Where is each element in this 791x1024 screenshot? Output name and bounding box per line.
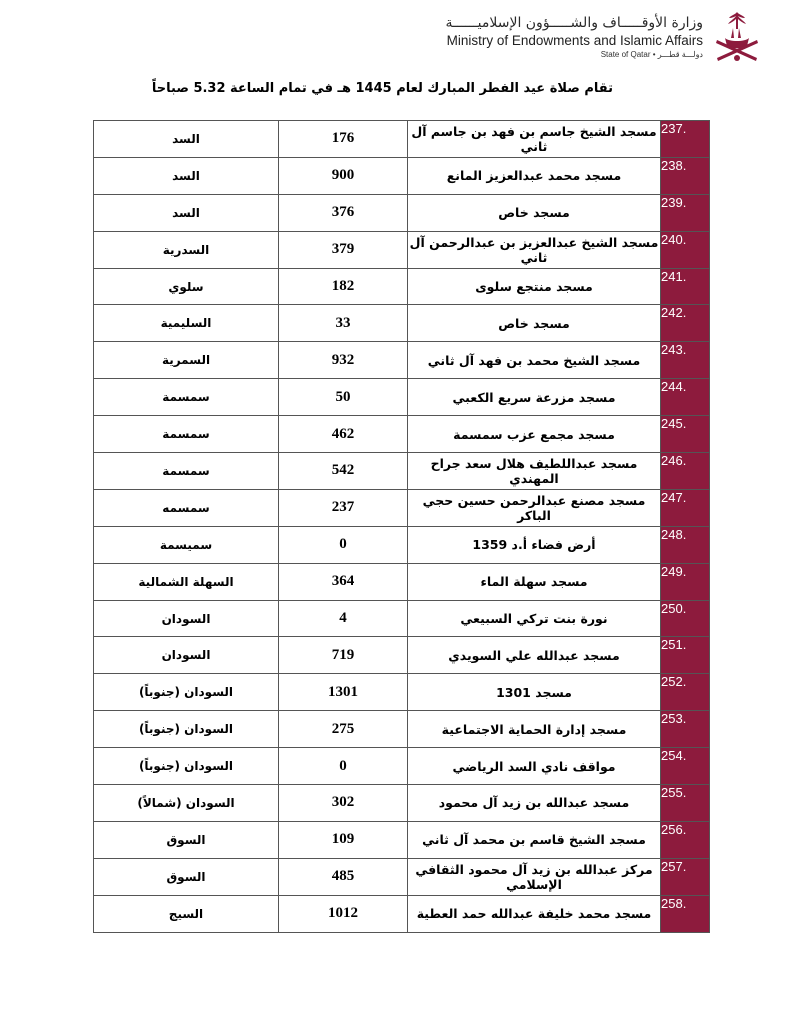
mosque-name-cell: مسجد مزرعة سريع الكعبي <box>408 379 661 416</box>
row-number-cell: 247. <box>661 489 710 526</box>
mosque-name-cell: مسجد عبدالله علي السويدي <box>408 637 661 674</box>
area-cell: السليمية <box>94 305 279 342</box>
worshipper-count-cell: 900 <box>279 157 408 194</box>
area-cell: السودان (شمالاً) <box>94 785 279 822</box>
row-number-cell: 246. <box>661 453 710 490</box>
table-row <box>94 342 710 379</box>
row-number-cell: 255. <box>661 785 710 822</box>
area-cell: السد <box>94 157 279 194</box>
ministry-header <box>446 14 703 60</box>
row-number-cell: 248. <box>661 526 710 563</box>
row-number-cell: 250. <box>661 600 710 637</box>
mosque-name-cell: مسجد الشيخ عبدالعزيز بن عبدالرحمن آل ثاني <box>408 231 661 268</box>
table-row <box>94 194 710 231</box>
row-number-cell: 249. <box>661 563 710 600</box>
row-number-cell: 244. <box>661 379 710 416</box>
prayer-time-headline: تقام صلاة عيد الفطر المبارك لعام 1445 هـ في تمام الساعة 5.32 صباحاً <box>151 81 613 96</box>
table-row <box>94 785 710 822</box>
area-cell: السهلة الشمالية <box>94 563 279 600</box>
table-row <box>94 268 710 305</box>
mosque-name-cell: مسجد الشيخ قاسم بن محمد آل ثاني <box>408 821 661 858</box>
table-row <box>94 895 710 932</box>
row-number-cell: 258. <box>661 895 710 932</box>
table-row <box>94 600 710 637</box>
state-of-qatar-label: State of Qatar • دولـــة قطـــر <box>600 50 703 59</box>
table-row <box>94 121 710 158</box>
worshipper-count-cell: 932 <box>279 342 408 379</box>
row-number-cell: 241. <box>661 268 710 305</box>
mosque-name-cell: مسجد مصنع عبدالرحمن حسين حجي الباكر <box>408 489 661 526</box>
row-number-cell: 245. <box>661 416 710 453</box>
worshipper-count-cell: 182 <box>279 268 408 305</box>
mosque-name-cell: مسجد خاص <box>408 194 661 231</box>
worshipper-count-cell: 50 <box>279 379 408 416</box>
row-number-cell: 242. <box>661 305 710 342</box>
worshipper-count-cell: 275 <box>279 711 408 748</box>
mosque-name-cell: مسجد إدارة الحماية الاجتماعية <box>408 711 661 748</box>
mosque-name-cell: مسجد منتجع سلوى <box>408 268 661 305</box>
row-number-cell: 251. <box>661 637 710 674</box>
table-row <box>94 674 710 711</box>
table-row <box>94 231 710 268</box>
table-row <box>94 821 710 858</box>
table-row <box>94 637 710 674</box>
row-number-cell: 239. <box>661 194 710 231</box>
row-number-cell: 240. <box>661 231 710 268</box>
mosque-name-cell: مسجد 1301 <box>408 674 661 711</box>
mosque-name-cell: مواقف نادي السد الرياضي <box>408 748 661 785</box>
area-cell: السد <box>94 121 279 158</box>
table-row <box>94 489 710 526</box>
area-cell: سمسمة <box>94 453 279 490</box>
worshipper-count-cell: 1012 <box>279 895 408 932</box>
mosque-name-cell: مسجد محمد خليفة عبدالله حمد العطية <box>408 895 661 932</box>
ministry-name-arabic: وزارة الأوقـــــاف والشـــــؤون الإسلاميــــــة <box>445 15 703 31</box>
row-number-cell: 243. <box>661 342 710 379</box>
row-number-cell: 238. <box>661 157 710 194</box>
area-cell: السودان (جنوباً) <box>94 711 279 748</box>
table-row <box>94 563 710 600</box>
area-cell: سميسمة <box>94 526 279 563</box>
table-row <box>94 858 710 895</box>
worshipper-count-cell: 176 <box>279 121 408 158</box>
mosque-name-cell: مسجد محمد عبدالعزيز المانع <box>408 157 661 194</box>
table-row <box>94 748 710 785</box>
worshipper-count-cell: 379 <box>279 231 408 268</box>
worshipper-count-cell: 542 <box>279 453 408 490</box>
mosque-name-cell: مسجد الشيخ جاسم بن فهد بن جاسم آل ثاني <box>408 121 661 158</box>
worshipper-count-cell: 0 <box>279 526 408 563</box>
table-row <box>94 379 710 416</box>
mosque-name-cell: مسجد عبدالله بن زيد آل محمود <box>408 785 661 822</box>
area-cell: سلوي <box>94 268 279 305</box>
area-cell: سمسمة <box>94 379 279 416</box>
row-number-cell: 257. <box>661 858 710 895</box>
area-cell: السودان (جنوباً) <box>94 674 279 711</box>
mosque-name-cell: أرض فضاء أ.د 1359 <box>408 526 661 563</box>
table-row <box>94 453 710 490</box>
table-row <box>94 526 710 563</box>
table-row <box>94 416 710 453</box>
mosque-name-cell: مسجد مجمع عزب سمسمة <box>408 416 661 453</box>
area-cell: السودان <box>94 637 279 674</box>
worshipper-count-cell: 4 <box>279 600 408 637</box>
ministry-name-english: Ministry of Endowments and Islamic Affairs <box>446 33 703 48</box>
worshipper-count-cell: 109 <box>279 821 408 858</box>
area-cell: السودان (جنوباً) <box>94 748 279 785</box>
mosque-name-cell: مسجد خاص <box>408 305 661 342</box>
table-row <box>94 157 710 194</box>
worshipper-count-cell: 302 <box>279 785 408 822</box>
worshipper-count-cell: 237 <box>279 489 408 526</box>
area-cell: سمسمه <box>94 489 279 526</box>
mosque-name-cell: مسجد عبداللطيف هلال سعد جراح المهندي <box>408 453 661 490</box>
row-number-cell: 237. <box>661 121 710 158</box>
worshipper-count-cell: 364 <box>279 563 408 600</box>
worshipper-count-cell: 376 <box>279 194 408 231</box>
area-cell: سمسمة <box>94 416 279 453</box>
mosque-table <box>93 120 710 933</box>
row-number-cell: 253. <box>661 711 710 748</box>
row-number-cell: 254. <box>661 748 710 785</box>
mosque-name-cell: مسجد سهلة الماء <box>408 563 661 600</box>
area-cell: السمرية <box>94 342 279 379</box>
worshipper-count-cell: 33 <box>279 305 408 342</box>
area-cell: السوق <box>94 858 279 895</box>
area-cell: السيج <box>94 895 279 932</box>
table-row <box>94 305 710 342</box>
row-number-cell: 252. <box>661 674 710 711</box>
worshipper-count-cell: 1301 <box>279 674 408 711</box>
worshipper-count-cell: 0 <box>279 748 408 785</box>
area-cell: السودان <box>94 600 279 637</box>
ministry-emblem-icon <box>711 8 763 66</box>
row-number-cell: 256. <box>661 821 710 858</box>
area-cell: السوق <box>94 821 279 858</box>
area-cell: السد <box>94 194 279 231</box>
worshipper-count-cell: 462 <box>279 416 408 453</box>
mosque-name-cell: نورة بنت تركي السبيعي <box>408 600 661 637</box>
area-cell: السدرية <box>94 231 279 268</box>
worshipper-count-cell: 719 <box>279 637 408 674</box>
mosque-name-cell: مركز عبدالله بن زيد آل محمود الثقافي الإسلامي <box>408 858 661 895</box>
table-row <box>94 711 710 748</box>
worshipper-count-cell: 485 <box>279 858 408 895</box>
mosque-name-cell: مسجد الشيخ محمد بن فهد آل ثاني <box>408 342 661 379</box>
